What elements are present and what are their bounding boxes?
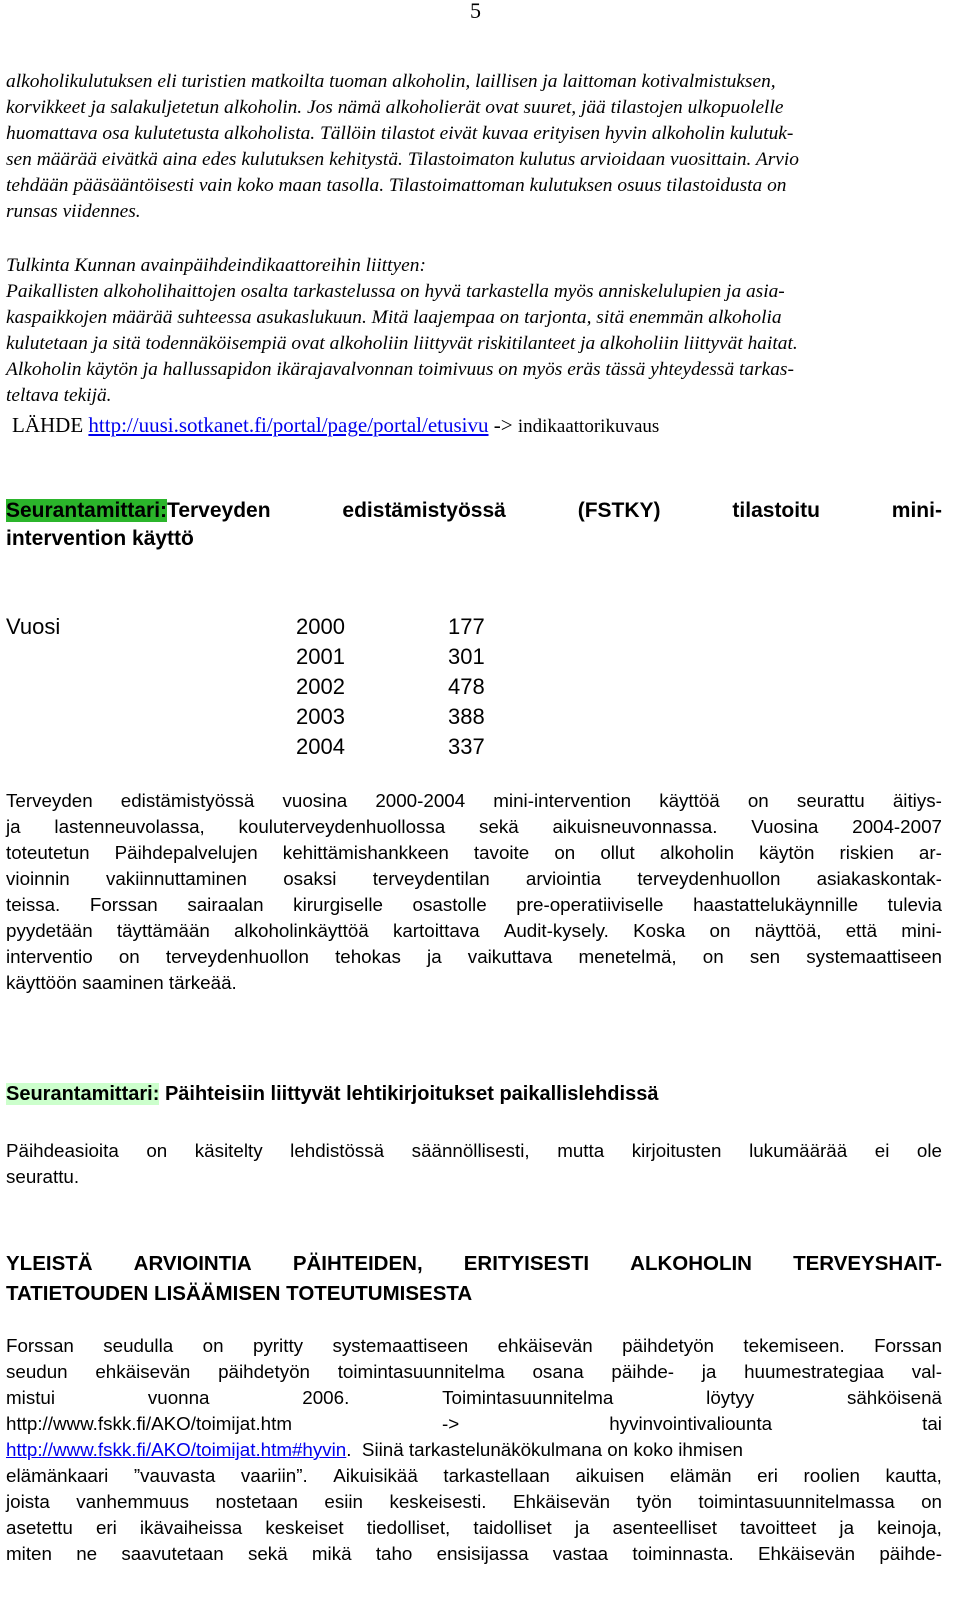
text-word: päihde- — [879, 1543, 942, 1564]
text-word: roolien — [803, 1465, 860, 1486]
text-line: Paikallisten alkoholihaittojen osalta tarkastelussa on hyvä tarkastella myös anniskelulupien ja asia- — [6, 281, 785, 302]
title-word: ALKOHOLIN — [630, 1252, 752, 1275]
text-line — [6, 1359, 942, 1385]
source-suffix: indikaattorikuvaus — [517, 416, 660, 437]
text-line — [6, 788, 942, 814]
text-word: asenteelliset — [612, 1517, 717, 1538]
text-line — [6, 1463, 942, 1489]
text-run — [6, 1437, 743, 1463]
title-line: intervention käyttö — [6, 527, 194, 550]
text-word: ja — [701, 1361, 717, 1382]
section-heading-mini-intervention — [6, 497, 942, 553]
text-word: arviointia — [525, 868, 602, 889]
text-line — [6, 1385, 942, 1411]
title-word: ARVIOINTIA — [133, 1252, 252, 1275]
text-word: 2004-2007 — [852, 816, 942, 837]
text-word: 2000-2004 — [375, 790, 466, 811]
text-word: että — [845, 920, 878, 941]
text-word: on — [702, 946, 724, 967]
text-word: tehokas — [335, 946, 401, 967]
mini-intervention-paragraph — [6, 788, 942, 996]
interpretation-heading: Tulkinta Kunnan avainpäihdeindikaattoreihin liittyen: — [6, 255, 426, 276]
title-word: tilastoitu — [732, 499, 820, 522]
text-word: lastenneuvolassa, — [54, 816, 205, 837]
text-word: säännöllisesti, — [411, 1140, 530, 1161]
text-line — [6, 1489, 942, 1515]
text-word: aikuisneuvonnassa. — [552, 816, 718, 837]
text-line: runsas viidennes. — [6, 201, 141, 222]
text-word: kautta, — [885, 1465, 942, 1486]
title-word — [6, 497, 271, 525]
text-word: miten — [6, 1543, 52, 1564]
year-cell: 2000 — [296, 614, 345, 639]
table-row — [6, 642, 606, 672]
text-line: kulutetaan ja sitä todennäköisempiä ovat alkoholiin liittyvät riskitilanteet ja alkoholiin liittyvät haitat. — [6, 333, 798, 354]
text-line: teltava tekijä. — [6, 385, 112, 406]
text-word: kehittämishankkeen — [282, 842, 449, 863]
title-word: YLEISTÄ — [6, 1252, 93, 1275]
text-word: 2006. — [302, 1387, 350, 1408]
text-word: käytön — [759, 842, 815, 863]
text-word: keskeisesti. — [389, 1491, 487, 1512]
seurantamittari-label: Seurantamittari: — [6, 499, 168, 522]
title-word: Terveyden — [167, 499, 271, 522]
sotkanet-link[interactable]: http://uusi.sotkanet.fi/portal/page/portal/etusivu — [88, 413, 489, 437]
text-word: systemaattiseen — [806, 946, 942, 967]
text-word: ja — [427, 946, 442, 967]
text-word: päihdetyön — [218, 1361, 310, 1382]
text-word: edistämistyössä — [120, 790, 255, 811]
text-word: kirurgiselle — [293, 894, 383, 915]
text-word: sen — [749, 946, 781, 967]
text-word: interventio — [6, 946, 93, 967]
text-word: toimintasuunnitelma — [337, 1361, 505, 1382]
text-word: nostetaan — [215, 1491, 298, 1512]
text-word: mutta — [557, 1140, 605, 1161]
text-word: toiminnasta. — [632, 1543, 734, 1564]
text-word: vastaa — [552, 1543, 609, 1564]
text-word: haastattelukäynnille — [693, 894, 859, 915]
text-word: ehkäisevän — [497, 1335, 593, 1356]
table-label: Vuosi — [6, 614, 61, 639]
text-word: kartoittava — [392, 920, 480, 941]
text-word: tiedolliset, — [366, 1517, 451, 1538]
text-word: tekemiseen. — [743, 1335, 845, 1356]
text-word: löytyy — [706, 1387, 755, 1408]
text-word: saavutetaan — [121, 1543, 224, 1564]
title-word: edistämistyössä — [342, 499, 506, 522]
text-word: taidolliset — [473, 1517, 552, 1538]
text-word: täyttämään — [116, 920, 210, 941]
text-word: huumestrategiaa — [744, 1361, 884, 1382]
text-word: on — [118, 946, 140, 967]
text-word: työn — [636, 1491, 672, 1512]
text-word: -> — [441, 1413, 460, 1434]
text-word: Terveyden — [6, 790, 93, 811]
text-word: ja — [6, 816, 21, 837]
text-word: terveydenhuollon — [165, 946, 309, 967]
title-line — [6, 1249, 942, 1279]
text-word: Forssan — [6, 1335, 74, 1356]
text-word: sekä — [247, 1543, 288, 1564]
text-word: Vuosina — [751, 816, 819, 837]
text-word: keinoja, — [877, 1517, 942, 1538]
text-word: vaariin”. — [240, 1465, 308, 1486]
text-word: pre-operatiiviselle — [516, 894, 664, 915]
text-word: ikävaiheissa — [139, 1517, 243, 1538]
text-word: asiakaskontak- — [816, 868, 942, 889]
text-word: tulevia — [887, 894, 942, 915]
text-line — [6, 1138, 942, 1164]
text-word: Audit-kysely. — [503, 920, 609, 941]
text-word: tavoite — [473, 842, 530, 863]
text-word: keskeiset — [265, 1517, 344, 1538]
text-word: vuosina — [282, 790, 348, 811]
text-word: vioinnin — [6, 868, 70, 889]
text-word: on — [202, 1335, 224, 1356]
text-word: systemaattiseen — [332, 1335, 469, 1356]
text-line: korvikkeet ja salakuljetetun alkoholin. Jos nämä alkoholierät ovat suuret, jää tilastojen ulkopuolelle — [6, 97, 784, 118]
text-line — [6, 840, 942, 866]
page-number: 5 — [470, 0, 481, 23]
text-word: äitiys- — [892, 790, 942, 811]
text-word: sähköisenä — [846, 1387, 942, 1408]
text-word: ja — [839, 1517, 855, 1538]
text-word: mini- — [901, 920, 942, 941]
text-word: ehkäisevän — [95, 1361, 191, 1382]
text-line: alkoholikulutuksen eli turistien matkoilta tuoman alkoholin, laillisen ja laittoman kotivalmistuksen, — [6, 71, 776, 92]
source-prefix: LÄHDE — [12, 413, 84, 437]
text-word: taho — [375, 1543, 413, 1564]
text-word: lehdistössä — [290, 1140, 385, 1161]
text-word: mini-intervention — [493, 790, 632, 811]
text-word: seudun — [6, 1361, 68, 1382]
text-word: aikuisen — [575, 1465, 645, 1486]
value-cell: 337 — [448, 734, 485, 759]
newspaper-paragraph — [6, 1138, 942, 1190]
title-word: TERVEYSHAIT- — [793, 1252, 942, 1275]
year-cell: 2003 — [296, 704, 345, 729]
text-word: Päihdeasioita — [6, 1140, 119, 1161]
text-word: elämän — [669, 1465, 732, 1486]
text-word: on — [709, 920, 731, 941]
year-cell: 2002 — [296, 674, 345, 699]
text-word: osastolle — [412, 894, 487, 915]
text-word: käsitelty — [194, 1140, 263, 1161]
text-line: seurattu. — [6, 1166, 80, 1187]
text-word: riskien — [839, 842, 894, 863]
table-row — [6, 702, 606, 732]
seurantamittari-label: Seurantamittari: — [6, 1083, 160, 1105]
title-word: mini- — [891, 499, 942, 522]
text-word: Forssan — [874, 1335, 942, 1356]
text-line: kaspaikkojen määrää suhteessa asukaslukuun. Mitä laajempaa on tarjonta, sitä enemmän alkoholia — [6, 307, 782, 328]
text-word: vakiinnuttaminen — [105, 868, 247, 889]
text-line — [6, 1333, 942, 1359]
text-word: http://www.fskk.fi/AKO/toimijat.htm — [6, 1413, 292, 1434]
table-row — [6, 672, 606, 702]
text-word: Ehkäisevän — [757, 1543, 856, 1564]
text-line — [6, 892, 942, 918]
assessment-paragraph — [6, 1333, 942, 1567]
text-line: sen määrää eivätkä aina edes kulutuksen kehitystä. Tilastoimaton kulutus arvioidaan vuosittain. Arvio — [6, 149, 799, 170]
text-word: vanhemmuus — [76, 1491, 190, 1512]
text-word: terveydentilan — [372, 868, 490, 889]
text-line — [6, 1411, 942, 1437]
text-word: pyritty — [252, 1335, 304, 1356]
year-cell: 2001 — [296, 644, 345, 669]
value-cell: 388 — [448, 704, 485, 729]
text-word: ne — [76, 1543, 98, 1564]
text-word: ensisijassa — [436, 1543, 529, 1564]
text-line — [6, 944, 942, 970]
text-word: mikä — [311, 1543, 352, 1564]
text-word: vaikuttava — [467, 946, 553, 967]
text-word: toimintasuunnitelmassa — [698, 1491, 895, 1512]
text-word: lukumäärää — [749, 1140, 848, 1161]
value-cell: 478 — [448, 674, 485, 699]
text-word: ole — [916, 1140, 942, 1161]
text-word: osana — [532, 1361, 584, 1382]
title-word: (FSTKY) — [577, 499, 661, 522]
text-word: esiin — [324, 1491, 364, 1512]
text-word: terveydenhuollon — [637, 868, 781, 889]
text-line: käyttöön saaminen tärkeää. — [6, 972, 237, 993]
source-arrow: -> — [493, 413, 513, 437]
text-word: sekä — [479, 816, 519, 837]
text-line — [6, 1515, 942, 1541]
source-line — [12, 413, 659, 438]
text-word: alkoholin — [659, 842, 735, 863]
text-word: seudulla — [103, 1335, 174, 1356]
text-word: Koska — [633, 920, 686, 941]
text-word: on — [921, 1491, 942, 1512]
text-line — [6, 814, 942, 840]
text-run: . Siinä tarkastelunäkökulmana on koko ihmisen — [346, 1439, 743, 1460]
text-word: kouluterveydenhuollossa — [238, 816, 446, 837]
title-word: ERITYISESTI — [463, 1252, 590, 1275]
text-word: ”vauvasta — [133, 1465, 216, 1486]
text-word: seurattu — [796, 790, 865, 811]
text-word: teissa. — [6, 894, 61, 915]
text-word: Toimintasuunnitelma — [442, 1387, 614, 1408]
intro-paragraph — [6, 69, 950, 225]
text-word: ar- — [918, 842, 942, 863]
section-heading-general-assessment — [6, 1249, 942, 1309]
text-word: tarkastellaan — [443, 1465, 550, 1486]
text-word: val- — [911, 1361, 942, 1382]
text-line: tehdään pääsääntöisesti vain koko maan tasolla. Tilastoimattoman kulutuksen osuus tilastoidusta on — [6, 175, 787, 196]
text-word: vuonna — [147, 1387, 210, 1408]
text-word: asetettu — [6, 1517, 73, 1538]
text-word: elämänkaari — [6, 1465, 109, 1486]
table-row — [6, 612, 606, 642]
table-row — [6, 732, 606, 762]
text-word: osaksi — [283, 868, 337, 889]
section-title: Päihteisiin liittyvät lehtikirjoitukset paikallislehdissä — [164, 1083, 659, 1105]
text-word: on — [554, 842, 576, 863]
text-word: on — [747, 790, 769, 811]
title-line: TATIETOUDEN LISÄÄMISEN TOTEUTUMISESTA — [6, 1282, 473, 1305]
text-word: pyydetään — [6, 920, 93, 941]
text-word: tai — [922, 1413, 942, 1434]
text-line: Alkoholin käytön ja hallussapidon ikärajavalvonnan toimivuus on myös eräs tässä yhteydessä tarkas- — [6, 359, 794, 380]
text-line — [6, 918, 942, 944]
text-word: toteutetun — [6, 842, 90, 863]
title-word: PÄIHTEIDEN, — [292, 1252, 423, 1275]
text-line — [6, 1541, 942, 1567]
text-word: ei — [874, 1140, 890, 1161]
text-word: Aikuisikää — [333, 1465, 418, 1486]
text-line — [6, 866, 942, 892]
text-word: näyttöä, — [754, 920, 822, 941]
value-cell: 301 — [448, 644, 485, 669]
text-word: eri — [95, 1517, 117, 1538]
fskk-hyvin-link[interactable]: http://www.fskk.fi/AKO/toimijat.htm#hyvin — [6, 1439, 347, 1460]
text-word: sairaalan — [187, 894, 264, 915]
text-line — [6, 1437, 942, 1463]
text-line: huomattava osa kulutetusta alkoholista. Tällöin tilastot eivät kuvaa erityisen hyvin alkoholin kulutuk- — [6, 123, 794, 144]
text-word: on — [146, 1140, 168, 1161]
text-word: joista — [6, 1491, 50, 1512]
text-word: Ehkäisevän — [512, 1491, 611, 1512]
text-word: hyvinvointivaliounta — [609, 1413, 773, 1434]
text-word: päihde- — [611, 1361, 675, 1382]
text-word: kirjoitusten — [631, 1140, 722, 1161]
text-word: tavoitteet — [740, 1517, 817, 1538]
text-word: menetelmä, — [578, 946, 677, 967]
text-word: mistui — [6, 1387, 56, 1408]
text-word: Forssan — [89, 894, 158, 915]
text-word: ollut — [600, 842, 635, 863]
text-word: päihdetyön — [622, 1335, 714, 1356]
year-table — [6, 612, 606, 762]
text-word: alkoholinkäyttöä — [234, 920, 369, 941]
value-cell: 177 — [448, 614, 485, 639]
text-word: käyttöä — [659, 790, 720, 811]
section-heading-newspaper — [6, 1083, 658, 1106]
text-word: ja — [574, 1517, 590, 1538]
year-cell: 2004 — [296, 734, 345, 759]
text-word: Päihdepalvelujen — [114, 842, 258, 863]
interpretation-paragraph — [6, 253, 950, 409]
text-word: eri — [757, 1465, 778, 1486]
